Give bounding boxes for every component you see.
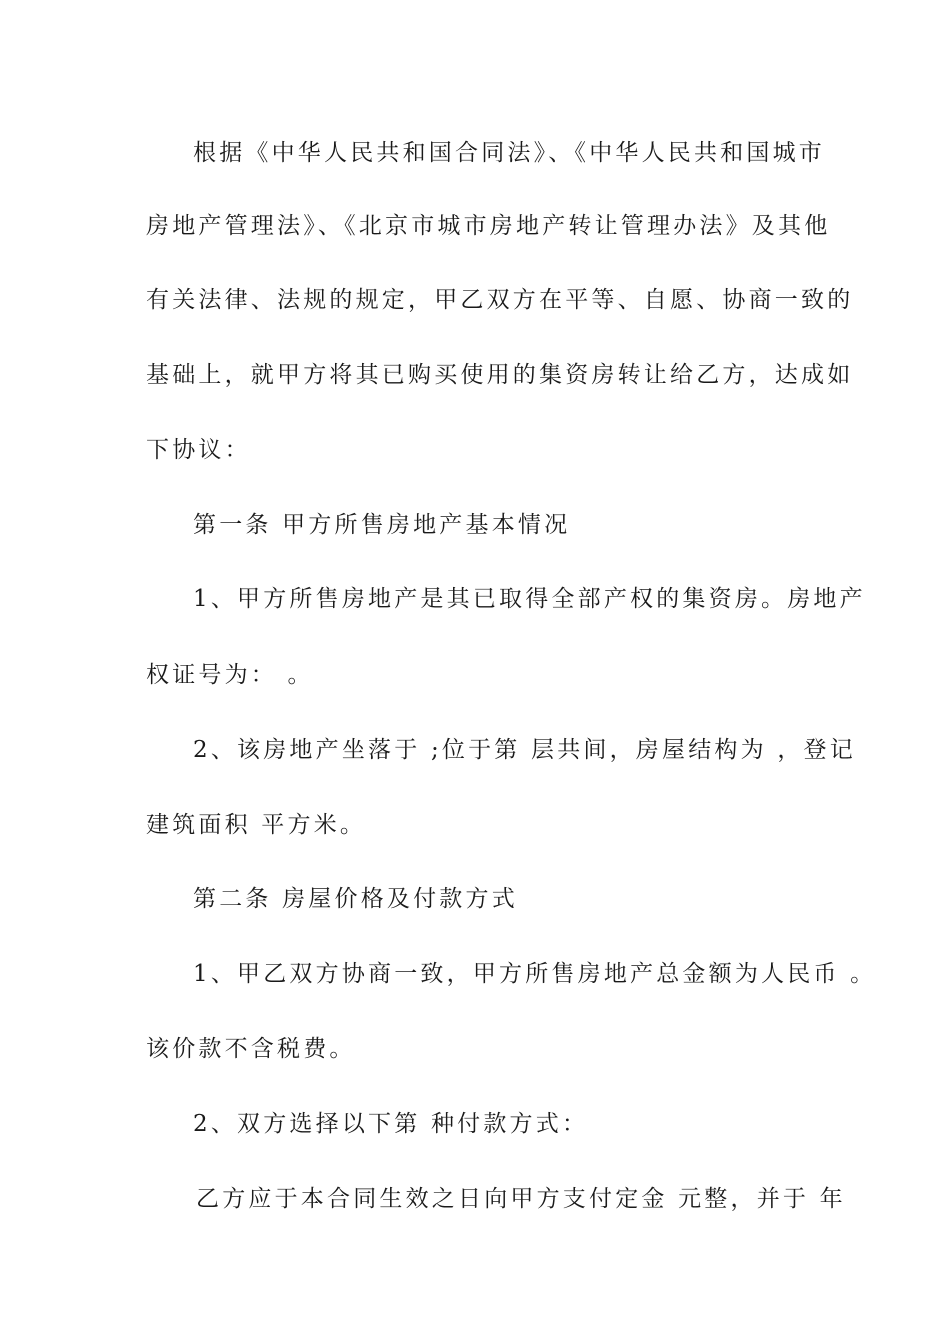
paragraph-line: 建筑面积 平方米。 xyxy=(146,812,367,838)
paragraph-line: 根据《中华人民共和国合同法》、《中华人民共和国城市 xyxy=(193,140,825,166)
paragraph-line: 下协议： xyxy=(146,437,251,463)
paragraph-line: 该价款不含税费。 xyxy=(146,1036,356,1062)
paragraph-line: 权证号为： 。 xyxy=(146,662,314,688)
section-heading: 第一条 甲方所售房地产基本情况 xyxy=(193,512,571,538)
paragraph-line: 有关法律、法规的规定，甲乙双方在平等、自愿、协商一致的 xyxy=(146,287,854,313)
paragraph-line: 房地产管理法》、《北京市城市房地产转让管理办法》及其他 xyxy=(146,213,831,239)
paragraph-line: 乙方应于本合同生效之日向甲方支付定金 元整，并于 年 xyxy=(196,1186,846,1212)
paragraph-line: 2、该房地产坐落于 ;位于第 层共间，房屋结构为 ，登记 xyxy=(193,737,856,763)
paragraph-line: 2、双方选择以下第 种付款方式： xyxy=(193,1111,589,1137)
paragraph-line: 基础上，就甲方将其已购买使用的集资房转让给乙方，达成如 xyxy=(146,362,854,388)
paragraph-line: 1、甲乙双方协商一致，甲方所售房地产总金额为人民币 。 xyxy=(193,961,877,987)
section-heading: 第二条 房屋价格及付款方式 xyxy=(193,886,518,912)
paragraph-line: 1、甲方所售房地产是其已取得全部产权的集资房。房地产 xyxy=(193,586,866,612)
